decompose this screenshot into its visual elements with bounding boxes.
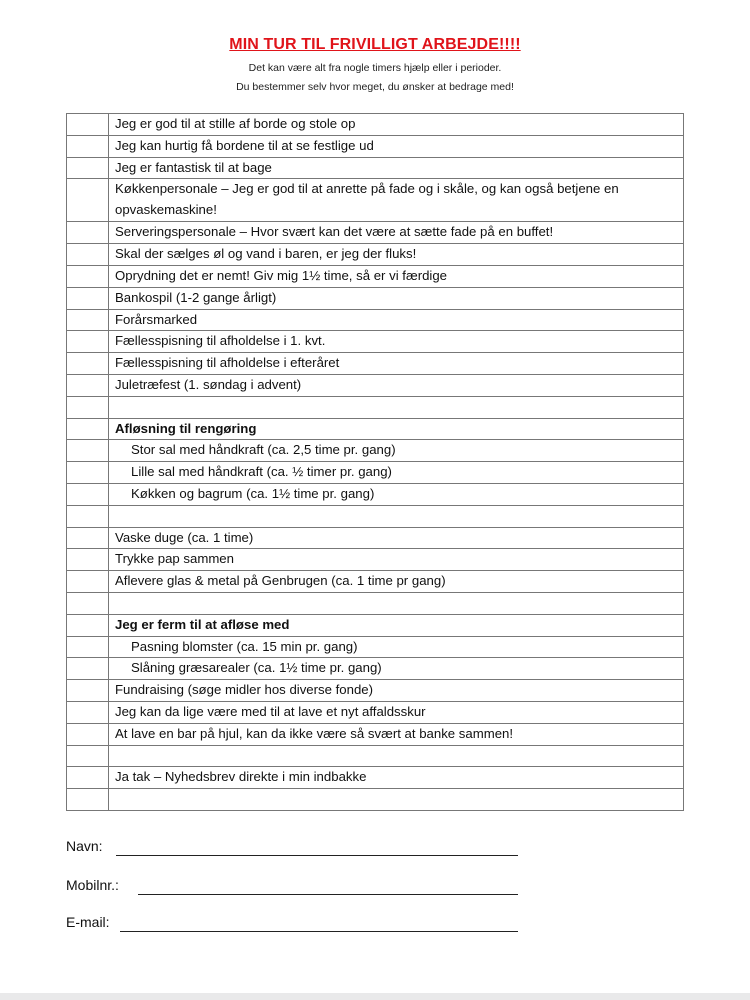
row-label: Serveringspersonale – Hvor svært kan det være at sætte fade på en buffet! [109,222,684,244]
row-label: Ja tak – Nyhedsbrev direkte i min indbakke [109,767,684,789]
table-row [67,658,684,680]
row-label [109,396,684,418]
checkbox-cell[interactable] [67,374,109,396]
checkbox-cell[interactable] [67,331,109,353]
row-label: Køkkenpersonale – Jeg er god til at anrette på fade og i skåle, og kan også betjene en opvaskemaskine! [109,179,684,222]
table-row [67,222,684,244]
row-label: Jeg kan hurtig få bordene til at se festlige ud [109,135,684,157]
row-label: Juletræfest (1. søndag i advent) [109,374,684,396]
email-line[interactable] [120,931,518,932]
table-row [67,592,684,614]
row-label: Slåning græsarealer (ca. 1½ time pr. gang) [109,658,684,680]
row-label: Jeg er fantastisk til at bage [109,157,684,179]
table-row [67,287,684,309]
row-label [109,592,684,614]
checkbox-cell[interactable] [67,440,109,462]
row-label: Jeg er ferm til at afløse med [109,614,684,636]
table-row [67,331,684,353]
row-label: Bankospil (1-2 gange årligt) [109,287,684,309]
checkbox-cell[interactable] [67,767,109,789]
table-row [67,527,684,549]
email-field[interactable] [66,914,110,930]
row-label: Afløsning til rengøring [109,418,684,440]
table-row [67,114,684,136]
row-label [109,789,684,811]
checkbox-cell[interactable] [67,483,109,505]
page-title: MIN TUR TIL FRIVILLIGT ARBEJDE!!!! [229,36,521,53]
checkbox-cell[interactable] [67,723,109,745]
table-row [67,440,684,462]
checkbox-cell[interactable] [67,658,109,680]
checkbox-cell[interactable] [67,222,109,244]
checkbox-cell[interactable] [67,135,109,157]
checkbox-cell[interactable] [67,244,109,266]
row-label: Skal der sælges øl og vand i baren, er jeg der fluks! [109,244,684,266]
table-row [67,396,684,418]
table-row [67,462,684,484]
row-label: Køkken og bagrum (ca. 1½ time pr. gang) [109,483,684,505]
checkbox-cell[interactable] [67,396,109,418]
checkbox-cell[interactable] [67,592,109,614]
subtitle-line-2: Du bestemmer selv hvor meget, du ønsker at bedrage med! [236,81,514,93]
checkbox-cell[interactable] [67,157,109,179]
checkbox-cell[interactable] [67,353,109,375]
checkbox-cell[interactable] [67,418,109,440]
name-line[interactable] [116,855,518,856]
checkbox-cell[interactable] [67,789,109,811]
table-row [67,418,684,440]
volunteer-table [66,113,684,811]
row-label: Jeg kan da lige være med til at lave et nyt affaldsskur [109,701,684,723]
table-row [67,614,684,636]
table-row [67,767,684,789]
checkbox-cell[interactable] [67,636,109,658]
table-row [67,374,684,396]
checkbox-cell[interactable] [67,701,109,723]
row-label: Jeg er god til at stille af borde og stole op [109,114,684,136]
row-label: Stor sal med håndkraft (ca. 2,5 time pr. gang) [109,440,684,462]
checkbox-cell[interactable] [67,309,109,331]
row-label: Oprydning det er nemt! Giv mig 1½ time, så er vi færdige [109,265,684,287]
table-row [67,571,684,593]
row-label: Fællesspisning til afholdelse i efteråret [109,353,684,375]
table-row [67,265,684,287]
table-row [67,701,684,723]
table-row [67,549,684,571]
row-label [109,745,684,767]
name-label: Navn: [66,838,103,854]
table-row [67,483,684,505]
table-row [67,789,684,811]
row-label: Fællesspisning til afholdelse i 1. kvt. [109,331,684,353]
table-row [67,353,684,375]
table-row [67,745,684,767]
table-row [67,636,684,658]
table-row [67,244,684,266]
table-row [67,505,684,527]
checkbox-cell[interactable] [67,114,109,136]
row-label: Aflevere glas & metal på Genbrugen (ca. 1 time pr gang) [109,571,684,593]
mobile-line[interactable] [138,894,518,895]
table-row [67,135,684,157]
row-label: At lave en bar på hjul, kan da ikke være så svært at banke sammen! [109,723,684,745]
checkbox-cell[interactable] [67,745,109,767]
bottom-bar [0,993,750,1000]
checkbox-cell[interactable] [67,680,109,702]
checkbox-cell[interactable] [67,549,109,571]
table-row [67,179,684,222]
checkbox-cell[interactable] [67,462,109,484]
row-label: Trykke pap sammen [109,549,684,571]
table-row [67,680,684,702]
table-row [67,309,684,331]
checkbox-cell[interactable] [67,527,109,549]
table-row [67,723,684,745]
checkbox-cell[interactable] [67,287,109,309]
checkbox-cell[interactable] [67,179,109,222]
row-label: Lille sal med håndkraft (ca. ½ timer pr. gang) [109,462,684,484]
checkbox-cell[interactable] [67,571,109,593]
mobile-field[interactable] [66,877,119,893]
mobile-label: Mobilnr.: [66,877,119,893]
subtitle-line-1: Det kan være alt fra nogle timers hjælp eller i perioder. [248,62,502,74]
name-field[interactable] [66,838,103,854]
checkbox-cell[interactable] [67,614,109,636]
checkbox-cell[interactable] [67,265,109,287]
email-label: E-mail: [66,914,110,930]
row-label: Forårsmarked [109,309,684,331]
row-label: Vaske duge (ca. 1 time) [109,527,684,549]
table-row [67,157,684,179]
checkbox-cell[interactable] [67,505,109,527]
row-label: Pasning blomster (ca. 15 min pr. gang) [109,636,684,658]
row-label: Fundraising (søge midler hos diverse fonde) [109,680,684,702]
row-label [109,505,684,527]
